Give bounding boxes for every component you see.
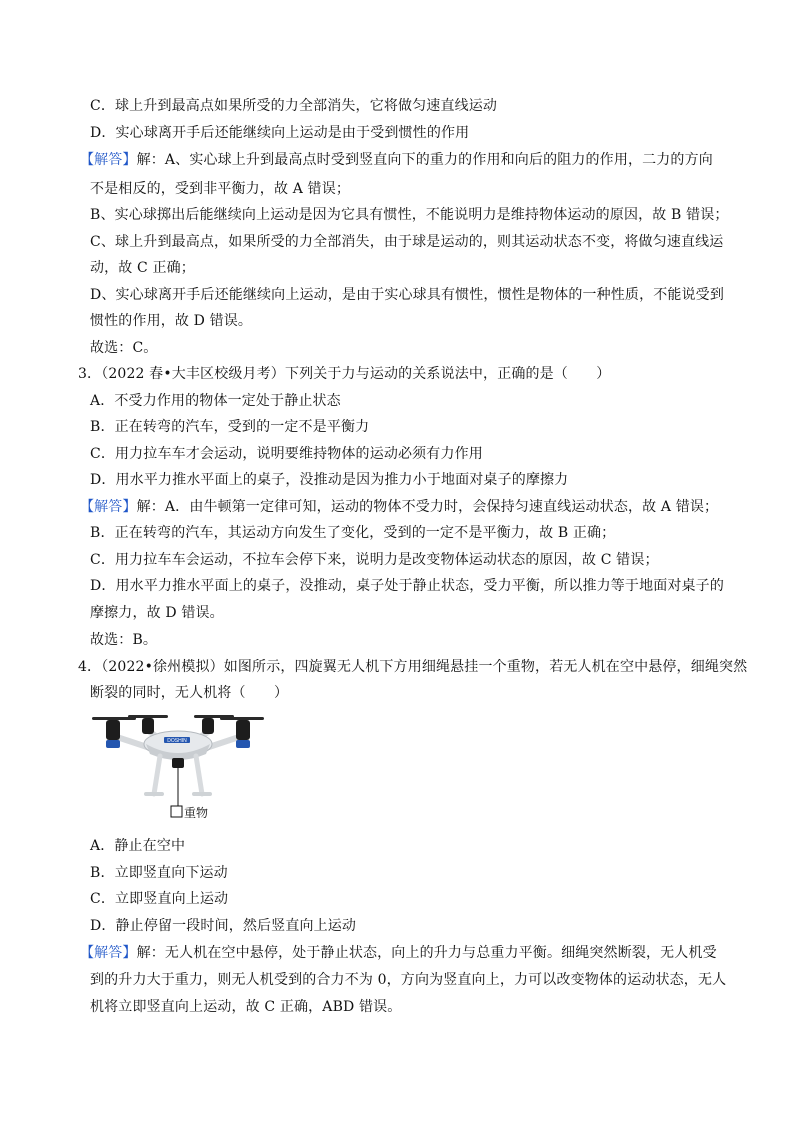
rotor-blades: [92, 715, 264, 720]
q3-answer-line: C．用力拉车车会运动，不拉车会停下来，说明力是改变物体运动状态的原因，故 C 错误；: [90, 552, 659, 568]
q2-answer-line: D、实心球离开手后还能继续向上运动，是由于实心球具有惯性，惯性是物体的一种性质，不能说受到: [90, 287, 724, 303]
weight-label: 重物: [184, 806, 209, 820]
q4-answer-line: 到的升力大于重力，则无人机受到的合力不为 0，方向为竖直向上，力可以改变物体的运动状态，无人: [90, 972, 727, 988]
q3-answer-line: D．用水平力推水平面上的桌子，没推动，桌子处于静止状态，受力平衡，所以推力等于地面对桌子的: [90, 578, 724, 594]
q4-option-a: A．静止在空中: [90, 838, 186, 854]
q3-answer-line: 摩擦力，故 D 错误。: [90, 605, 224, 621]
q3-conclusion: 故选：B。: [90, 632, 158, 648]
q3-option-d: D．用水平力推水平面上的桌子，没推动是因为推力小于地面对桌子的摩擦力: [90, 472, 569, 488]
q3-option-a: A．不受力作用的物体一定处于静止状态: [90, 393, 341, 409]
q4-answer-line: 【解答】解：无人机在空中悬停，处于静止状态，向上的升力与总重力平衡。细绳突然断裂，无人机受: [80, 945, 717, 961]
answer-tag: 【解答】: [80, 152, 137, 168]
q4-stem-line: 断裂的同时，无人机将（ ）: [90, 685, 289, 701]
q2-answer-line: 【解答】解：A、实心球上升到最高点时受到竖直向下的重力的作用和向后的阻力的作用，二力的方向: [80, 152, 713, 168]
answer-tag: 【解答】: [80, 945, 137, 961]
q4-stem-line: 4．（2022•徐州模拟）如图所示，四旋翼无人机下方用细绳悬挂一个重物，若无人机在空中悬停，细绳突然: [78, 659, 748, 675]
drone-figure: [88, 712, 268, 824]
q3-stem: 3．（2022 春•大丰区校级月考）下列关于力与运动的关系说法中，正确的是（ ）: [78, 366, 611, 382]
drone-illustration: [88, 712, 268, 824]
q3-option-b: B．正在转弯的汽车，受到的一定不是平衡力: [90, 419, 370, 435]
weight-box: [171, 806, 182, 817]
q3-answer-line: 【解答】解：A．由牛顿第一定律可知，运动的物体不受力时，会保持匀速直线运动状态，故 A 错误；: [80, 499, 719, 515]
q2-option-d: D．实心球离开手后还能继续向上运动是由于受到惯性的作用: [90, 125, 470, 141]
q2-answer-line: 不是相反的，受到非平衡力，故 A 错误；: [90, 181, 351, 197]
q3-option-c: C．用力拉车车才会运动，说明要维持物体的运动必须有力作用: [90, 446, 483, 462]
q2-answer-line: B、实心球掷出后能继续向上运动是因为它具有惯性，不能说明力是维持物体运动的原因，故 B 错误；: [90, 207, 729, 223]
q4-answer-line: 机将立即竖直向上运动，故 C 正确，ABD 错误。: [90, 999, 402, 1015]
q3-answer-line: B．正在转弯的汽车，其运动方向发生了变化，受到的一定不是平衡力，故 B 正确；: [90, 525, 616, 541]
q2-conclusion: 故选：C。: [90, 340, 158, 356]
q4-option-d: D．静止停留一段时间，然后竖直向上运动: [90, 918, 357, 934]
q2-answer-line: C、球上升到最高点，如果所受的力全部消失，由于球是运动的，则其运动状态不变，将做匀速直线运: [90, 234, 724, 250]
drone-logo: DOSHIN: [167, 738, 187, 744]
answer-tag: 【解答】: [80, 499, 137, 515]
q2-answer-line: 惯性的作用，故 D 错误。: [90, 313, 253, 329]
q4-option-b: B．立即竖直向下运动: [90, 865, 228, 881]
q4-option-c: C．立即竖直向上运动: [90, 891, 229, 907]
q2-answer-line: 动，故 C 正确；: [90, 260, 195, 276]
q2-option-c: C．球上升到最高点如果所受的力全部消失，它将做匀速直线运动: [90, 98, 498, 114]
